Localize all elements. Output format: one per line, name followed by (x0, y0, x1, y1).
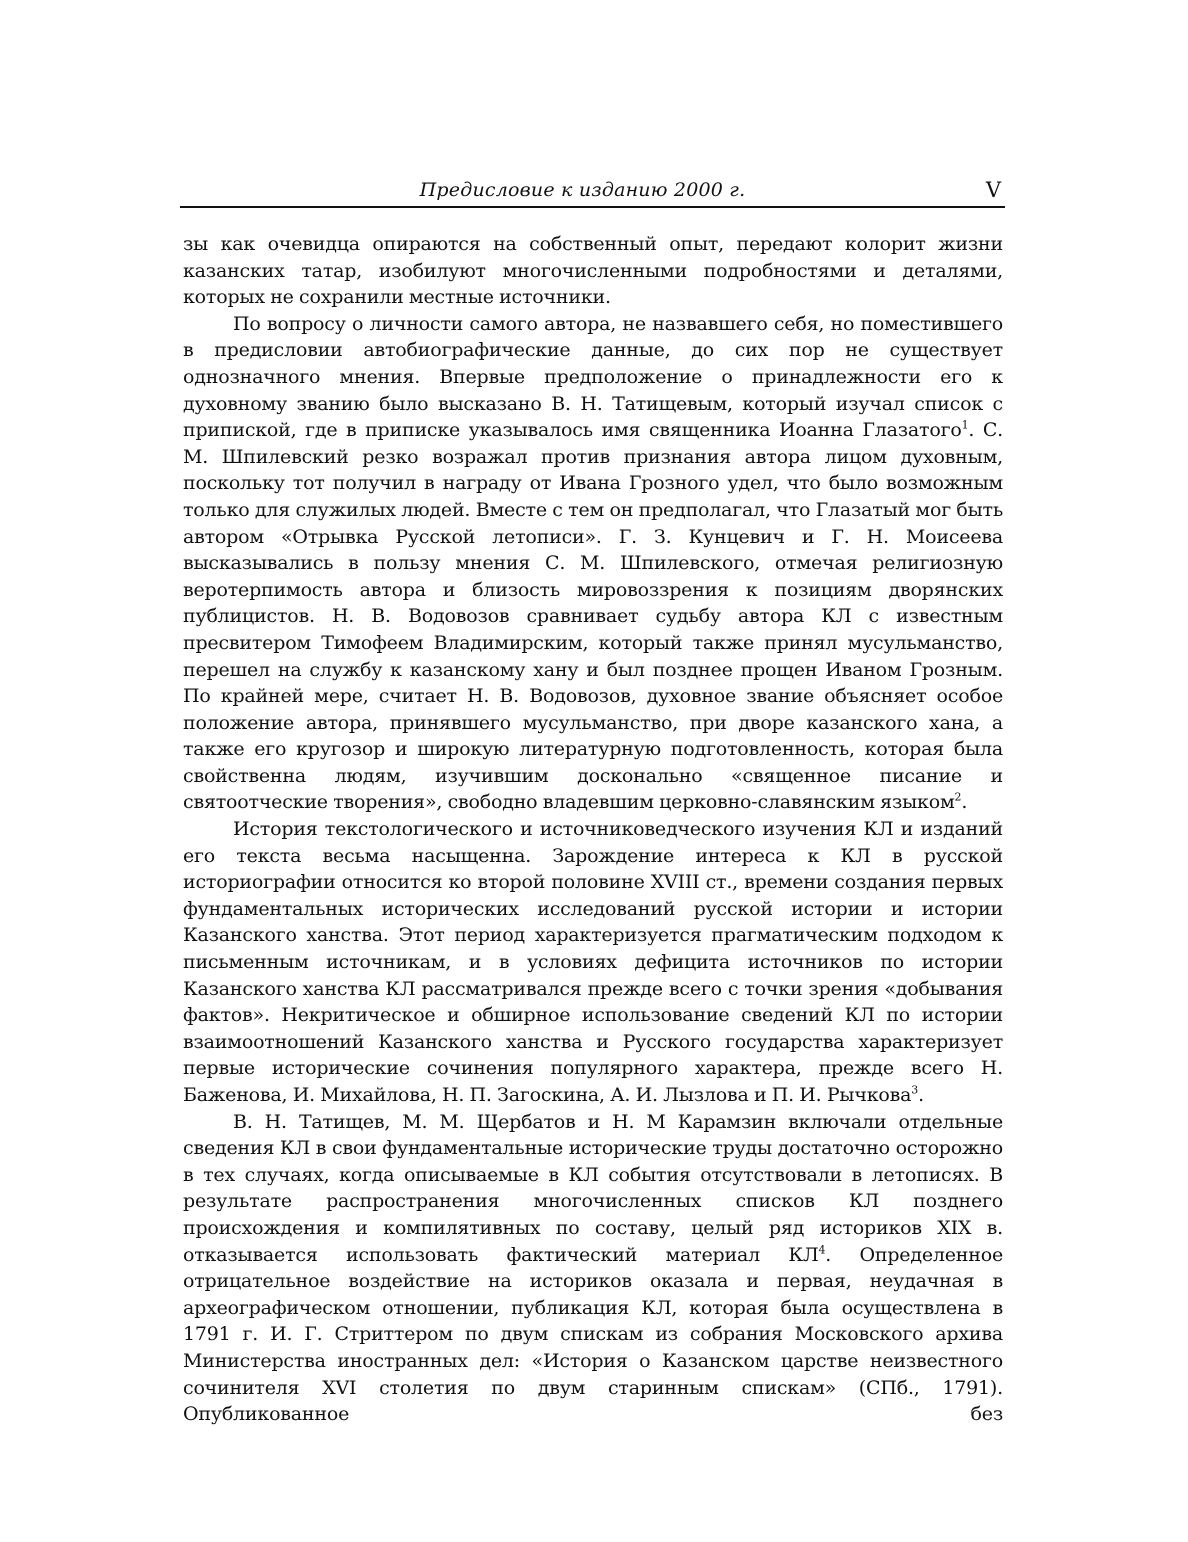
footnote-ref-1[interactable]: 1 (961, 418, 969, 432)
body-text (183, 231, 1003, 1428)
footnote-ref-4[interactable]: 4 (818, 1243, 826, 1257)
paragraph-2 (183, 311, 1003, 816)
paragraph-2-text-a: По вопросу о личности самого автора, не назвавшего себя, но поместившего в предисловии автобиографические данные, до сих пор не существует однозначного мнения. Впервые предположение о принадлежности его к духовному званию было высказано В. Н. Татищевым, который изучал список с припиской, где в приписке указывалось имя священника Иоанна Глазатого (183, 312, 1003, 442)
running-title: Предисловие к изданию 2000 г. (419, 179, 746, 201)
paragraph-2-text-c: . (961, 791, 968, 814)
footnote-ref-2[interactable]: 2 (954, 791, 962, 805)
paragraph-3-text-a: История текстологического и источниковедческого изучения КЛ и изданий его текста весьма насыщенна. Зарождение интереса к КЛ в русской историографии относится ко второй половине XVIII ст., времени создания первых фундаментальных исторических исследований русской истории и истории Казанского ханства. Этот период характеризуется прагматическим подходом к письменным источникам, и в условиях дефицита источников по истории Казанского ханства КЛ рассматривался прежде всего с точки зрения «добывания фактов». Некритическое и обширное использование сведений КЛ по истории взаимоотношений Казанского ханства и Русского государства характеризует первые исторические сочинения популярного характера, прежде всего Н. Баженова, И. Михайлова, Н. П. Загоскина, А. И. Лызлова и П. И. Рычкова (183, 818, 1003, 1106)
paragraph-3-text-b: . (918, 1084, 924, 1106)
paragraph-4 (183, 1109, 1003, 1428)
paragraph-1 (183, 231, 1003, 311)
paragraph-2-text-b: . С. М. Шпилевский резко возражал против признания автора лицом духовным, поскольку тот получил в награду от Ивана Грозного удел, что было возможным только для служилых людей. Вместе с тем он предполагал, что Глазатый мог быть автором «Отрывка Русской летописи». Г. З. Кунцевич и Г. Н. Моисеева высказывались в пользу мнения С. М. Шпилевского, отмечая религиозную веротерпимость автора и близость мировоззрения к позициям дворянских публицистов. Н. В. Водовозов сравнивает судьбу автора КЛ с известным пресвитером Тимофеем Владимирским, который также принял мусульманство, перешел на службу к казанскому хану и был позднее прощен Иваном Грозным. По крайней мере, считает Н. В. Водовозов, духовное звание объясняет особое положение автора, принявшего мусульманство, при дворе казанского хана, а также его кругозор и широкую литературную подготовленность, которая была свойственна людям, изучившим досконально «священное писание и святоотческие творения», свободно владевшим церковно-славянским языком (183, 419, 1004, 814)
paragraph-4-text-a: В. Н. Татищев, М. М. Щербатов и Н. М Карамзин включали отдельные сведения КЛ в свои фундаментальные исторические труды достаточно осторожно в тех случаях, когда описываемые в КЛ события отсутствовали в летописях. В результате распространения многочисленных списков КЛ позднего происхождения и компилятивных по составу, целый ряд историков XIX в. отказывается использовать фактический материал КЛ (183, 1110, 1003, 1266)
paragraph-1-text: зы как очевидца опираются на собственный опыт, передают колорит жизни казанских татар, изобилуют многочисленными подробностями и деталями, которых не сохранили местные источники. (183, 233, 1003, 309)
paragraph-3 (183, 816, 1003, 1109)
paragraph-4-text-b: . Определенное отрицательное воздействие на историков оказала и первая, неудачная в археографическом отношении, публикация КЛ, которая была осуществлена в 1791 г. И. Г. Стриттером по двум спискам из собрания Московского архива Министерства иностранных дел: «История о Казанском царстве неизвестного сочинителя XVI столетия по двум старинным спискам» (СПб., 1791). Опубликованное без (183, 1243, 1003, 1426)
page-number: V (985, 178, 1001, 202)
footnote-ref-3[interactable]: 3 (911, 1083, 919, 1097)
running-header (180, 168, 1005, 202)
header-rule (180, 206, 1005, 208)
